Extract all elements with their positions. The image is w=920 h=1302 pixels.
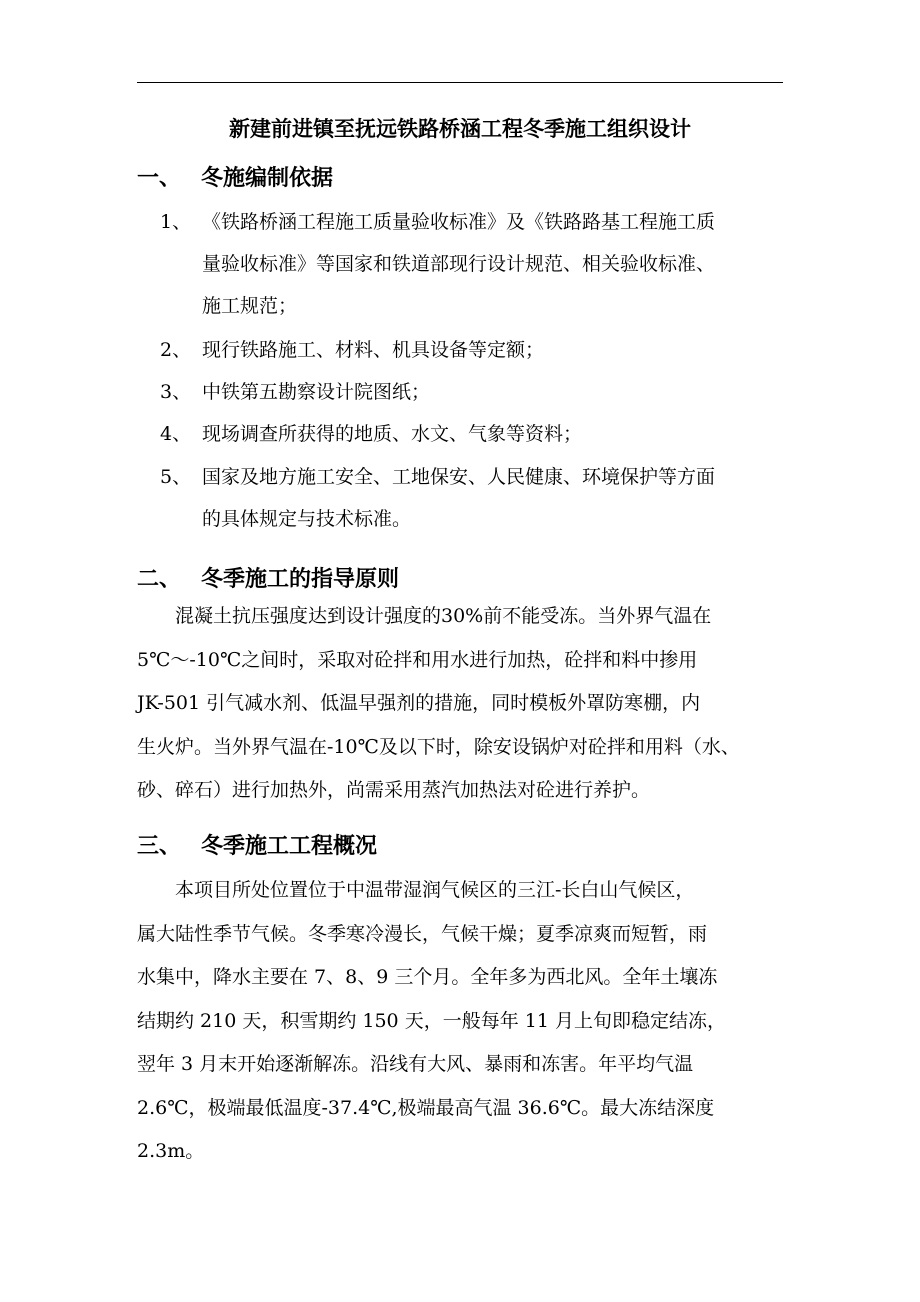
section-number: 三、 xyxy=(137,833,182,859)
paragraph-line: 本项目所处位置位于中温带湿润气候区的三江-长白山气候区， xyxy=(175,879,695,901)
paragraph-line: 砂、碎石）进行加热外，尚需采用蒸汽加热法对砼进行养护。 xyxy=(137,779,651,801)
section-heading-2 xyxy=(137,562,399,596)
document-title: 新建前进镇至抚远铁路桥涵工程冬季施工组织设计 xyxy=(229,116,691,141)
list-item-line: 《铁路桥涵工程施工质量验收标准》及《铁路路基工程施工质 xyxy=(202,211,716,233)
paragraph-line: 2.3m。 xyxy=(137,1140,205,1162)
paragraph-line: 2.6℃，极端最低温度-37.4℃,极端最高气温 36.6℃。最大冻结深度 xyxy=(137,1096,715,1119)
list-item-line: 国家及地方施工安全、工地保安、人民健康、环境保护等方面 xyxy=(202,466,716,488)
section-paragraph-3 xyxy=(137,869,785,1174)
list-item-3 xyxy=(160,371,785,413)
list-item-2 xyxy=(160,329,785,371)
section-heading-1 xyxy=(137,161,333,195)
section-heading-3 xyxy=(137,829,377,863)
paragraph-line: 属大陆性季节气候。冬季寒冷漫长，气候干燥；夏季凉爽而短暂，雨 xyxy=(137,922,708,945)
section-title: 冬施编制依据 xyxy=(201,165,334,191)
paragraph-line: 混凝土抗压强度达到设计强度的30%前不能受冻。当外界气温在 xyxy=(175,605,712,627)
list-item-1 xyxy=(160,201,785,327)
section-number: 二、 xyxy=(137,566,182,592)
paragraph-line: 生火炉。当外界气温在-10℃及以下时，除安设锅炉对砼拌和用料（水、 xyxy=(137,735,740,758)
section-paragraph-2 xyxy=(137,595,785,813)
section-title: 冬季施工工程概况 xyxy=(201,833,378,859)
list-item-line: 量验收标准》等国家和铁道部现行设计规范、相关验收标准、 xyxy=(202,253,716,275)
list-item-line: 中铁第五勘察设计院图纸； xyxy=(202,381,431,403)
list-item-number: 5、 xyxy=(160,466,192,488)
paragraph-line: 翌年 3 月末开始逐渐解冻。沿线有大风、暴雨和冻害。年平均气温 xyxy=(137,1053,694,1075)
list-item-line: 的具体规定与技术标准。 xyxy=(202,508,412,530)
list-item-number: 3、 xyxy=(160,381,192,403)
list-item-number: 2、 xyxy=(160,339,192,361)
list-item-number: 4、 xyxy=(160,423,192,445)
list-item-4 xyxy=(160,413,785,455)
paragraph-line: 水集中，降水主要在 7、8、9 三个月。全年多为西北风。全年土壤冻 xyxy=(137,966,718,988)
list-item-line: 现行铁路施工、材料、机具设备等定额； xyxy=(202,339,545,361)
paragraph-line: 结期约 210 天，积雪期约 150 天，一般每年 11 月上旬即稳定结冻， xyxy=(137,1009,726,1032)
list-item-line: 施工规范； xyxy=(202,295,298,317)
section-title: 冬季施工的指导原则 xyxy=(201,566,400,592)
paragraph-line: 5℃～-10℃之间时，采取对砼拌和用水进行加热，砼拌和料中掺用 xyxy=(137,648,698,671)
list-item-number: 1、 xyxy=(160,211,192,233)
header-rule xyxy=(137,82,783,83)
section-number: 一、 xyxy=(137,165,182,191)
paragraph-line: JK-501 引气减水剂、低温早强剂的措施，同时模板外罩防寒棚，内 xyxy=(137,692,701,714)
list-item-5 xyxy=(160,456,785,540)
list-item-line: 现场调查所获得的地质、水文、气象等资料； xyxy=(202,423,583,445)
